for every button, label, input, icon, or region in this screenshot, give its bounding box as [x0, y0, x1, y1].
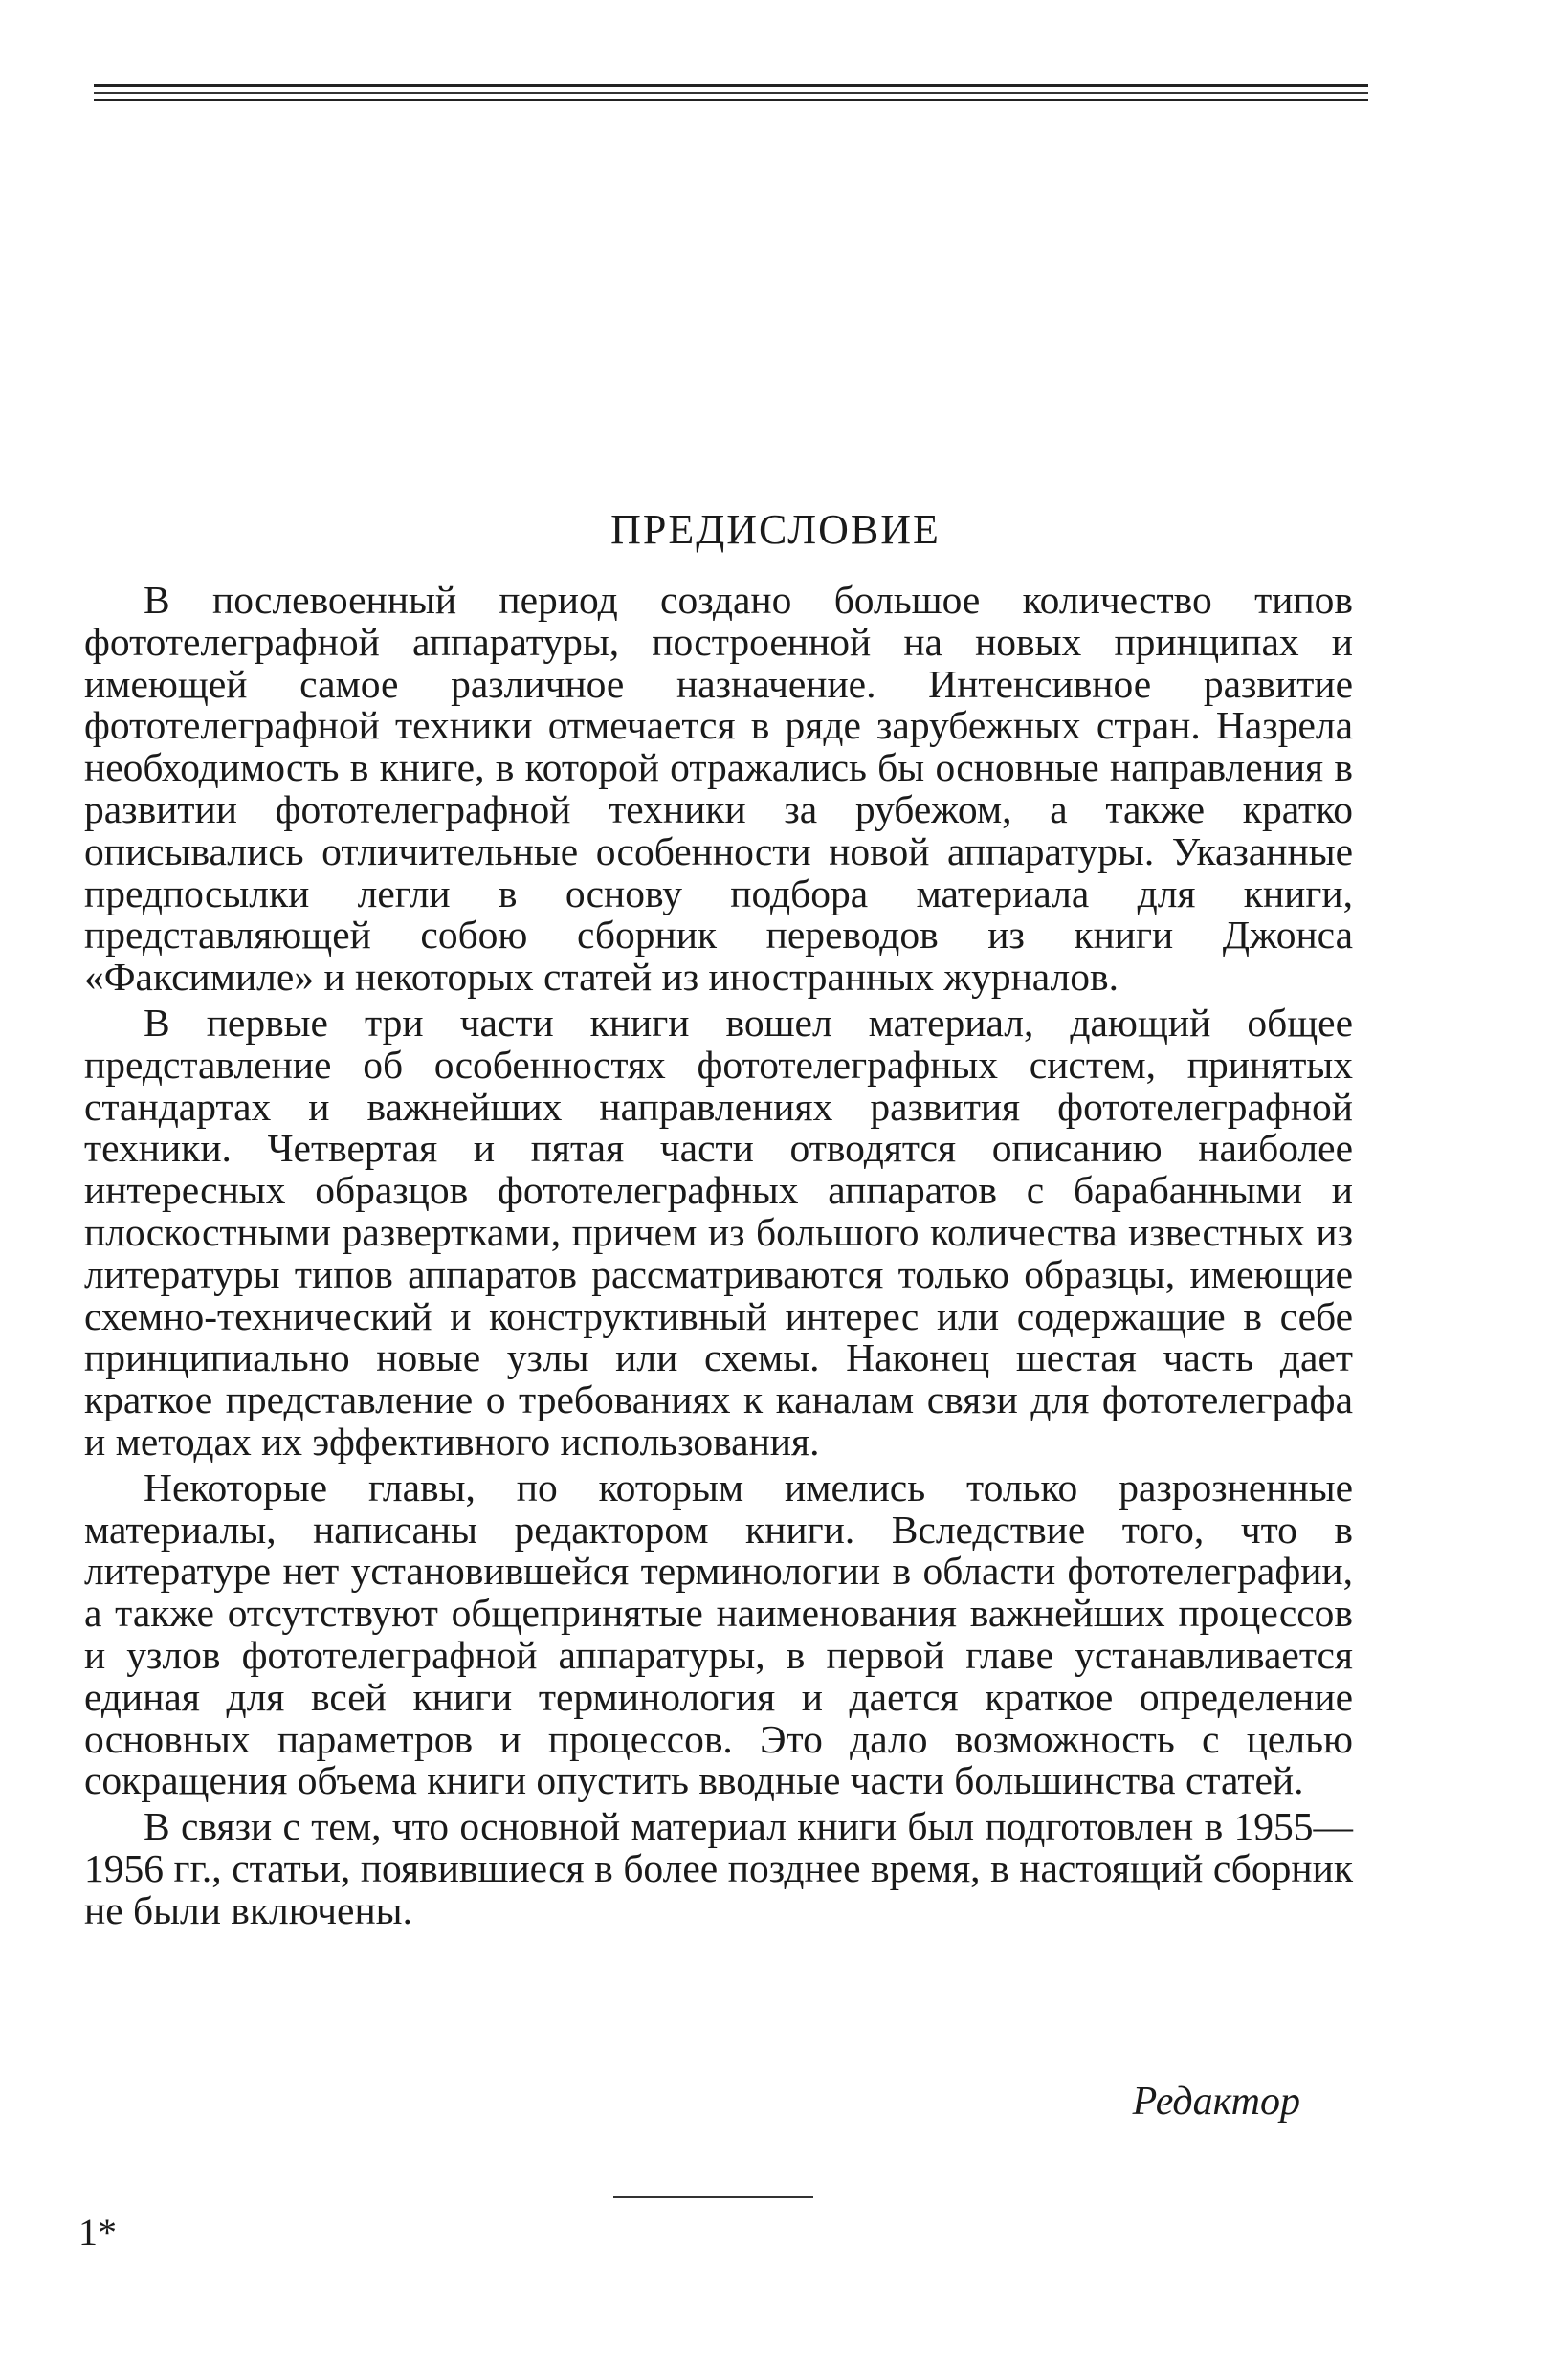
top-rule-line [94, 99, 1368, 101]
paragraph: В связи с тем, что основной материал книги был подготовлен в 1955—1956 гг., статьи, появившиеся в более позднее время, в настоящий сборник не были включены. [84, 1804, 1353, 1932]
top-rule-line [94, 92, 1368, 94]
signature-mark: 1* [78, 2211, 117, 2254]
paragraph: В первые три части книги вошел материал, дающий общее представление об особенностях фототелеграфных систем, принятых стандартах и важнейших направлениях развития фототелеграфной техники. Четвертая и пятая части отводятся описанию наиболее интересных образцов фототелеграфных аппаратов с барабанными и плоскостными развертками, причем из большого количества известных из литературы типов аппаратов рассматриваются только образцы, имеющие схемно-технический и конструктивный интерес или содержащие в себе принципиально новые узлы или схемы. Наконец шестая часть дает краткое представление о требованиях к каналам связи для фототелеграфа и методах их эффективного использования. [84, 1000, 1353, 1464]
top-rule-line [94, 84, 1368, 87]
bottom-rule-line [613, 2196, 813, 2198]
paragraph: В послевоенный период создано большое количество типов фототелеграфной аппаратуры, построенной на новых принципах и имеющей самое различное назначение. Интенсивное развитие фототелеграфной техники отмечается в ряде зарубежных стран. Назрела необходимость в книге, в которой отражались бы основные направления в развитии фототелеграфной техники за рубежом, а также кратко описывались отличительные особенности новой аппаратуры. Указанные предпосылки легли в основу подбора материала для книги, представляющей собою сборник переводов из книги Джонса «Факсимиле» и некоторых статей из иностранных журналов. [84, 578, 1353, 1000]
page-title: ПРЕДИСЛОВИЕ [610, 506, 941, 553]
editor-signature: Редактор [1132, 2080, 1300, 2124]
paragraph: Некоторые главы, по которым имелись только разрозненные материалы, написаны редактором книги. Вследствие того, что в литературе нет установившейся терминологии в области фототелеграфии, а также отсутствуют общепринятые наименования важнейших процессов и узлов фототелеграфной аппаратуры, в первой главе устанавливается единая для всей книги терминология и дается краткое определение основных параметров и процессов. Это дало возможность с целью сокращения объема книги опустить вводные части большинства статей. [84, 1465, 1353, 1803]
preface-body [84, 580, 1353, 1936]
